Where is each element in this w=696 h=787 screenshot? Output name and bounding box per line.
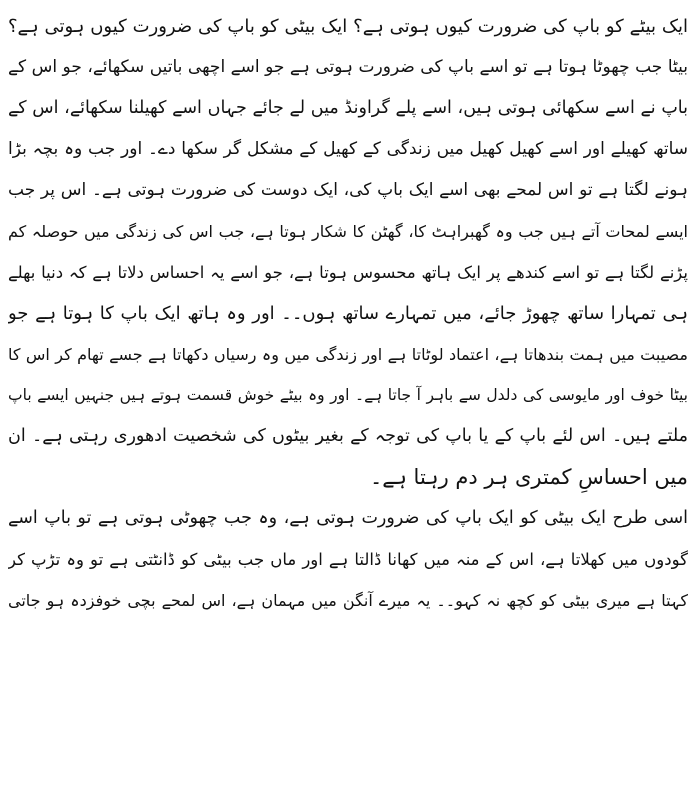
text-line: ایسے لمحات آتے ہیں جب وہ گھبراہٹ کا، گھٹن کا شکار ہوتا ہے، جب اس کی زندگی میں حوصلہ کم xyxy=(8,222,688,241)
text-line: میں احساسِ کمتری ہر دم رہتا ہے۔ xyxy=(369,465,688,489)
text-line: باپ نے اسے سکھائی ہوتی ہیں، اسے پلے گراونڈ میں لے جائے جہاں اسے کھیلنا سکھائے، اس کے xyxy=(8,98,688,118)
text-line: پڑنے لگتا ہے تو اسے کندھے پر ایک ہاتھ محسوس ہوتا ہے، جو اسے یہ احساس دلاتا ہے کہ دنیا بھلے xyxy=(8,263,688,282)
text-line: ایک بیٹے کو باپ کی ضرورت کیوں ہوتی ہے؟ ایک بیٹی کو باپ کی ضرورت کیوں ہوتی ہے؟ xyxy=(8,16,688,37)
text-line: بیٹا خوف اور مایوسی کی دلدل سے باہر آ جاتا ہے۔ اور وہ بیٹے خوش قسمت ہوتے ہیں جنہیں ایسے باپ xyxy=(8,386,688,404)
text-line: کہتا ہے میری بیٹی کو کچھ نہ کہو۔۔ یہ میرے آنگن میں مہمان ہے، اس لمحے بچی خوفزدہ ہو جاتی xyxy=(8,591,688,610)
paragraph-2 xyxy=(8,498,688,621)
text-line: ملتے ہیں۔ اس لئے باپ کے یا باپ کی توجہ کے بغیر بیٹوں کی شخصیت ادھوری رہتی ہے۔ ان xyxy=(8,426,688,446)
paragraph-1 xyxy=(8,6,688,498)
text-line: ہی تمہارا ساتھ چھوڑ جائے، میں تمہارے ساتھ ہوں۔۔ اور وہ ہاتھ ایک باپ کا ہوتا ہے جو xyxy=(8,303,688,324)
text-line: مصیبت میں ہمت بندھاتا ہے، اعتماد لوٹاتا ہے اور زندگی میں وہ رسیاں دکھاتا ہے جسے تھام کر اس کا xyxy=(8,345,688,364)
text-line: ہونے لگتا ہے تو اس لمحے بھی اسے ایک باپ کی، ایک دوست کی ضرورت ہوتی ہے۔ اس پر جب xyxy=(8,180,688,200)
text-line: بیٹا جب چھوٹا ہوتا ہے تو اسے باپ کی ضرورت ہوتی ہے جو اسے اچھی باتیں سکھائے، جو اس کے xyxy=(8,57,688,77)
text-line: گودوں میں کھلاتا ہے، اس کے منہ میں کھانا ڈالتا ہے اور ماں جب بیٹی کو ڈانٹتی ہے تو وہ تڑپ کر xyxy=(8,550,688,569)
text-line: اسی طرح ایک بیٹی کو ایک باپ کی ضرورت ہوتی ہے، وہ جب چھوٹی ہوتی ہے تو باپ اسے xyxy=(8,508,688,528)
text-line: ساتھ کھیلے اور اسے کھیل کھیل میں زندگی کے کھیل کے مشکل گر سکھا دے۔ اور جب وہ بچہ بڑا xyxy=(8,139,688,159)
urdu-article-text xyxy=(8,6,688,621)
